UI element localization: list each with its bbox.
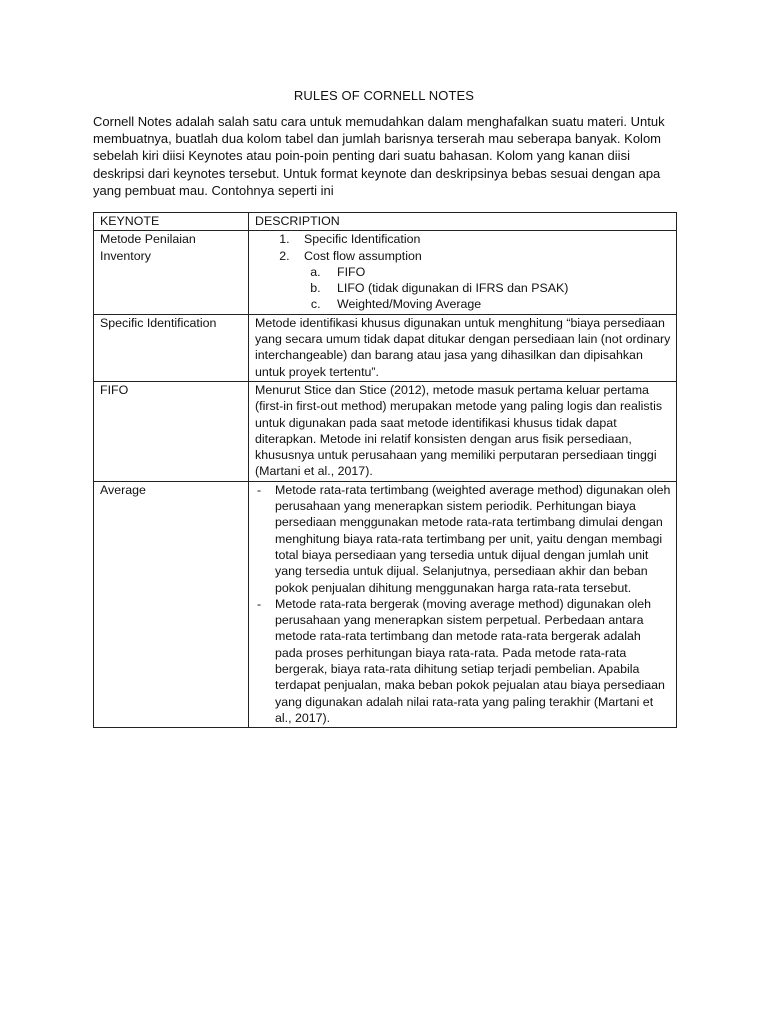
list-item — [255, 596, 671, 726]
table-row — [94, 231, 677, 314]
list-item-text: Metode rata-rata tertimbang (weighted average method) digunakan oleh perusahaan yang menerapkan sistem periodik. Perhitungan biaya persediaan menggunakan metode rata-rata tertimbang dimulai dengan menghitung biaya rata-rata tertimbang per unit, yaitu dengan membagi total biaya persediaan yang tersedia untuk dijual dengan jumlah unit yang tersedia untuk dijual. Selanjutnya, persediaan akhir dan beban pokok penjualan dihitung menggunakan harga rata-rata tersebut. — [275, 482, 671, 595]
document-title: RULES OF CORNELL NOTES — [293, 88, 475, 103]
description-header: DESCRIPTION — [249, 213, 677, 231]
numbered-list — [255, 231, 671, 312]
list-item — [255, 482, 671, 596]
description-cell: Menurut Stice dan Stice (2012), metode masuk pertama keluar pertama (first-in first-out method) merupakan metode yang paling logis dan realistis untuk digunakan pada saat metode identifikasi khusus tidak dapat diterapkan. Metode ini relatif konsisten dengan arus fisik persediaan, khususnya untuk perusahaan yang memiliki perputaran persediaan tinggi (Martani et al., 2017). — [249, 381, 677, 481]
sublist-item: a. FIFO — [324, 264, 671, 280]
list-item-text: Cost flow assumption — [304, 248, 422, 263]
keynote-cell: Average — [94, 481, 249, 727]
table-row — [94, 381, 677, 481]
list-item-text: Specific Identification — [304, 232, 421, 247]
sublist-item: b. LIFO (tidak digunakan di IFRS dan PSAK) — [324, 280, 671, 296]
dash-list — [255, 482, 671, 726]
sublist-item: c. Weighted/Moving Average — [324, 296, 671, 312]
table-row — [94, 481, 677, 727]
description-cell — [249, 231, 677, 314]
table-header-row — [94, 213, 677, 231]
keynote-cell: Metode Penilaian Inventory — [94, 231, 249, 314]
description-cell: Metode identifikasi khusus digunakan untuk menghitung “biaya persediaan yang secara umum tidak dapat ditukar dengan persediaan lain (not ordinary interchangeable) dan barang atau jasa yang dihasilkan dan dipisahkan untuk proyek tertentu”. — [249, 314, 677, 381]
dash-bullet: - — [257, 482, 262, 497]
lettered-sublist — [304, 264, 671, 313]
keynote-cell: Specific Identification — [94, 314, 249, 381]
cornell-notes-table — [93, 212, 677, 728]
list-item — [293, 248, 671, 313]
dash-bullet: - — [257, 596, 262, 611]
keynote-header: KEYNOTE — [94, 213, 249, 231]
intro-paragraph: Cornell Notes adalah salah satu cara untuk memudahkan dalam menghafalkan suatu materi. Untuk membuatnya, buatlah dua kolom tabel dan jumlah barisnya terserah mau seberapa banyak. Kolom sebelah kiri diisi Keynotes atau poin-poin penting dari suatu bahasan. Kolom yang kanan diisi deskripsi dari keynotes tersebut. Untuk format keynote dan deskripsinya bebas sesuai dengan apa yang pembuat mau. Contohnya seperti ini — [93, 114, 665, 198]
keynote-cell: FIFO — [94, 381, 249, 481]
description-cell — [249, 481, 677, 727]
list-item-text: Metode rata-rata bergerak (moving average method) digunakan oleh perusahaan yang menerapkan sistem perpetual. Perbedaan antara metode rata-rata tertimbang dan metode rata-rata bergerak adalah pada proses perhitungan biaya rata-rata. Pada metode rata-rata bergerak, biaya rata-rata dihitung setiap terjadi pembelian. Apabila terdapat penjualan, maka beban pokok pejualan atau biaya persediaan yang digunakan adalah nilai rata-rata yang paling terakhir (Martani et al., 2017). — [275, 596, 665, 725]
list-item — [293, 231, 671, 247]
table-row — [94, 314, 677, 381]
